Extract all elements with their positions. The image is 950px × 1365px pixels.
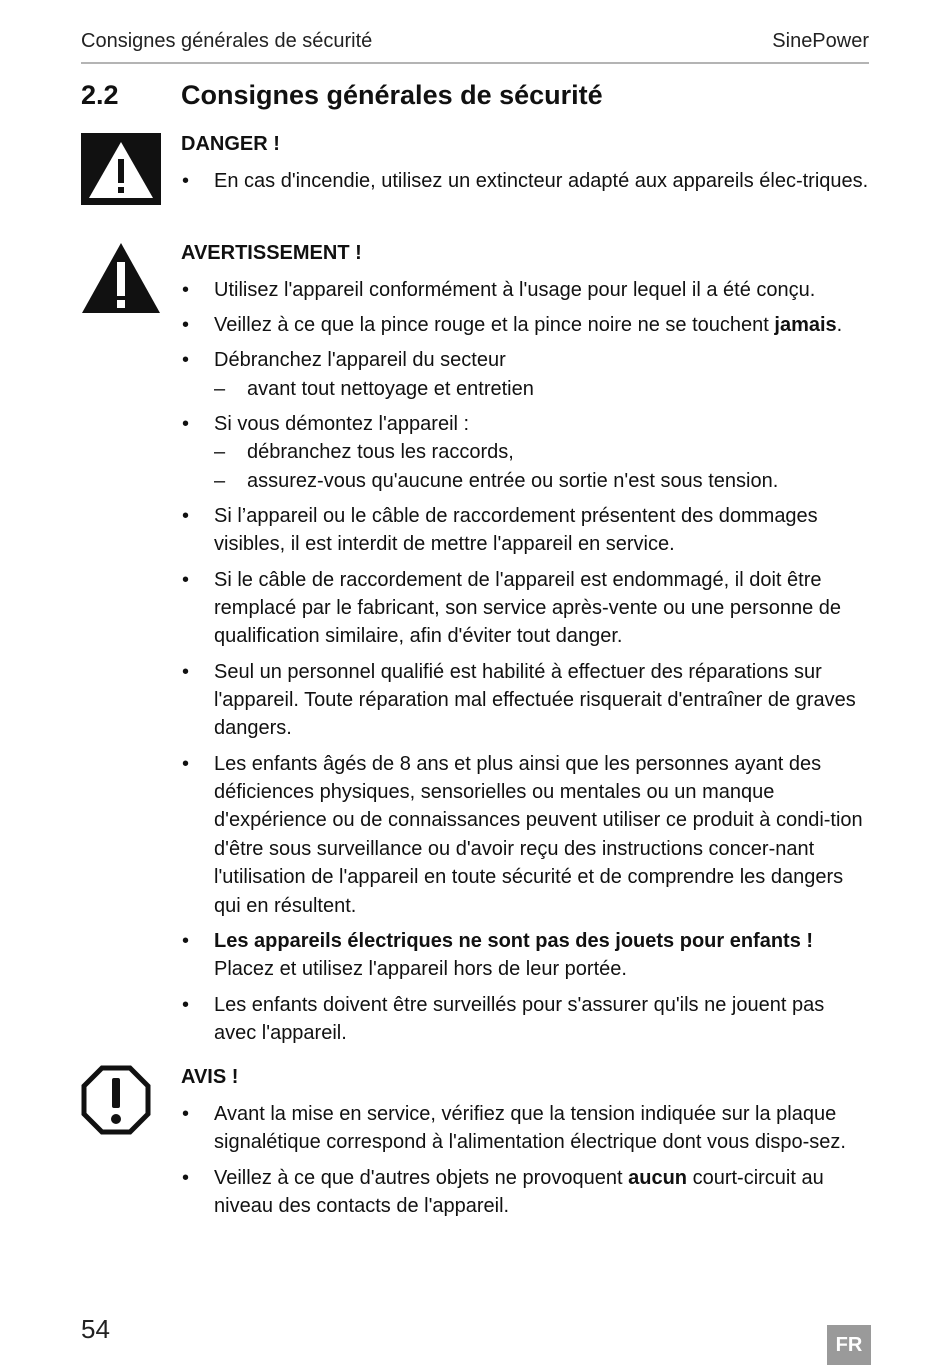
list-item bbox=[181, 991, 871, 1048]
list-item bbox=[181, 410, 871, 495]
item-text: . bbox=[836, 314, 843, 337]
item-text: Si vous démontez l'appareil : bbox=[214, 413, 470, 436]
list-item bbox=[181, 1100, 871, 1157]
item-emphasis: aucun bbox=[628, 1166, 688, 1189]
list-item bbox=[181, 750, 871, 920]
danger-block bbox=[181, 129, 871, 202]
item-text: Si le câble de raccordement de l'appareil est endommagé, il doit être remplacé par le fabricant, son service après-vente ou une personne de qualification similaire, afin d'éviter tout danger. bbox=[214, 568, 842, 648]
list-item bbox=[181, 658, 871, 743]
running-header bbox=[81, 30, 869, 64]
page-number: 54 bbox=[81, 1314, 110, 1344]
notice-list bbox=[181, 1100, 871, 1220]
item-text: Les enfants doivent être surveillés pour s'assurer qu'ils ne jouent pas avec l'appareil. bbox=[214, 993, 825, 1044]
list-item bbox=[181, 502, 871, 559]
list-item bbox=[181, 566, 871, 651]
section-number: 2.2 bbox=[81, 80, 119, 110]
sub-list-item: – débranchez tous les raccords, bbox=[214, 438, 871, 466]
warning-title: AVERTISSEMENT ! bbox=[181, 242, 362, 264]
item-text: Utilisez l'appareil conformément à l'usage pour lequel il a été conçu. bbox=[214, 279, 816, 301]
sub-list-item: – avant tout nettoyage et entretien bbox=[214, 375, 871, 403]
list-item bbox=[181, 276, 871, 304]
warning-block bbox=[181, 238, 871, 1054]
list-item bbox=[181, 346, 871, 403]
item-emphasis: jamais bbox=[774, 314, 837, 337]
warning-list bbox=[181, 276, 871, 1047]
list-item bbox=[181, 311, 871, 339]
language-badge: FR bbox=[827, 1325, 871, 1365]
exclamation-octagon-icon bbox=[81, 1065, 151, 1140]
item-text: Débranchez l'appareil du secteur bbox=[214, 349, 506, 372]
notice-title: AVIS ! bbox=[181, 1066, 239, 1088]
list-item bbox=[181, 927, 871, 984]
item-text: Veillez à ce que la pince rouge et la pince noire ne se touchent bbox=[214, 314, 775, 337]
item-text: Si l’appareil ou le câble de raccordement présentent des dommages visibles, il est interdit de mettre l'appareil en service. bbox=[214, 505, 818, 556]
warning-triangle-in-black-box-icon bbox=[81, 133, 161, 210]
sub-list-item: – assurez-vous qu'aucune entrée ou sortie n'est sous tension. bbox=[214, 467, 871, 495]
item-text: En cas d'incendie, utilisez un extincteur adapté aux appareils élec-triques. bbox=[214, 170, 869, 192]
list-item bbox=[181, 167, 871, 195]
list-item bbox=[181, 1164, 871, 1221]
item-text: Avant la mise en service, vérifiez que la tension indiquée sur la plaque signalétique correspond à l'alimentation électrique dont vous dispo-sez. bbox=[214, 1103, 846, 1154]
item-emphasis: Les appareils électriques ne sont pas des jouets pour enfants ! bbox=[214, 929, 814, 952]
item-text: Placez et utilisez l'appareil hors de leur portée. bbox=[214, 958, 627, 981]
header-chapter-title: Consignes générales de sécurité bbox=[81, 30, 373, 52]
notice-block bbox=[181, 1062, 871, 1227]
section-title: Consignes générales de sécurité bbox=[181, 80, 603, 110]
item-text: Seul un personnel qualifié est habilité à effectuer des réparations sur l'appareil. Toute réparation mal effectuée risquerait d'entraîner de graves dangers. bbox=[214, 660, 856, 740]
item-text: Veillez à ce que d'autres objets ne provoquent bbox=[214, 1166, 629, 1189]
danger-list bbox=[181, 167, 871, 195]
item-text: Les enfants âgés de 8 ans et plus ainsi que les personnes ayant des déficiences physiques, sensorielles ou mentales ou un manque d'expérience ou de connaissances peuvent utiliser ce produit à condi-tion d'être sous surveillance ou d'avoir reçu des instructions concer-nant l'utilisation de l'appareil en toute sécurité et de comprendre les dangers qui en résultent. bbox=[214, 752, 863, 917]
danger-title: DANGER ! bbox=[181, 133, 280, 155]
item-text: court-circuit au niveau des contacts de l'appareil. bbox=[214, 1166, 824, 1218]
header-product-name: SinePower bbox=[772, 30, 869, 52]
warning-triangle-icon bbox=[81, 242, 161, 319]
